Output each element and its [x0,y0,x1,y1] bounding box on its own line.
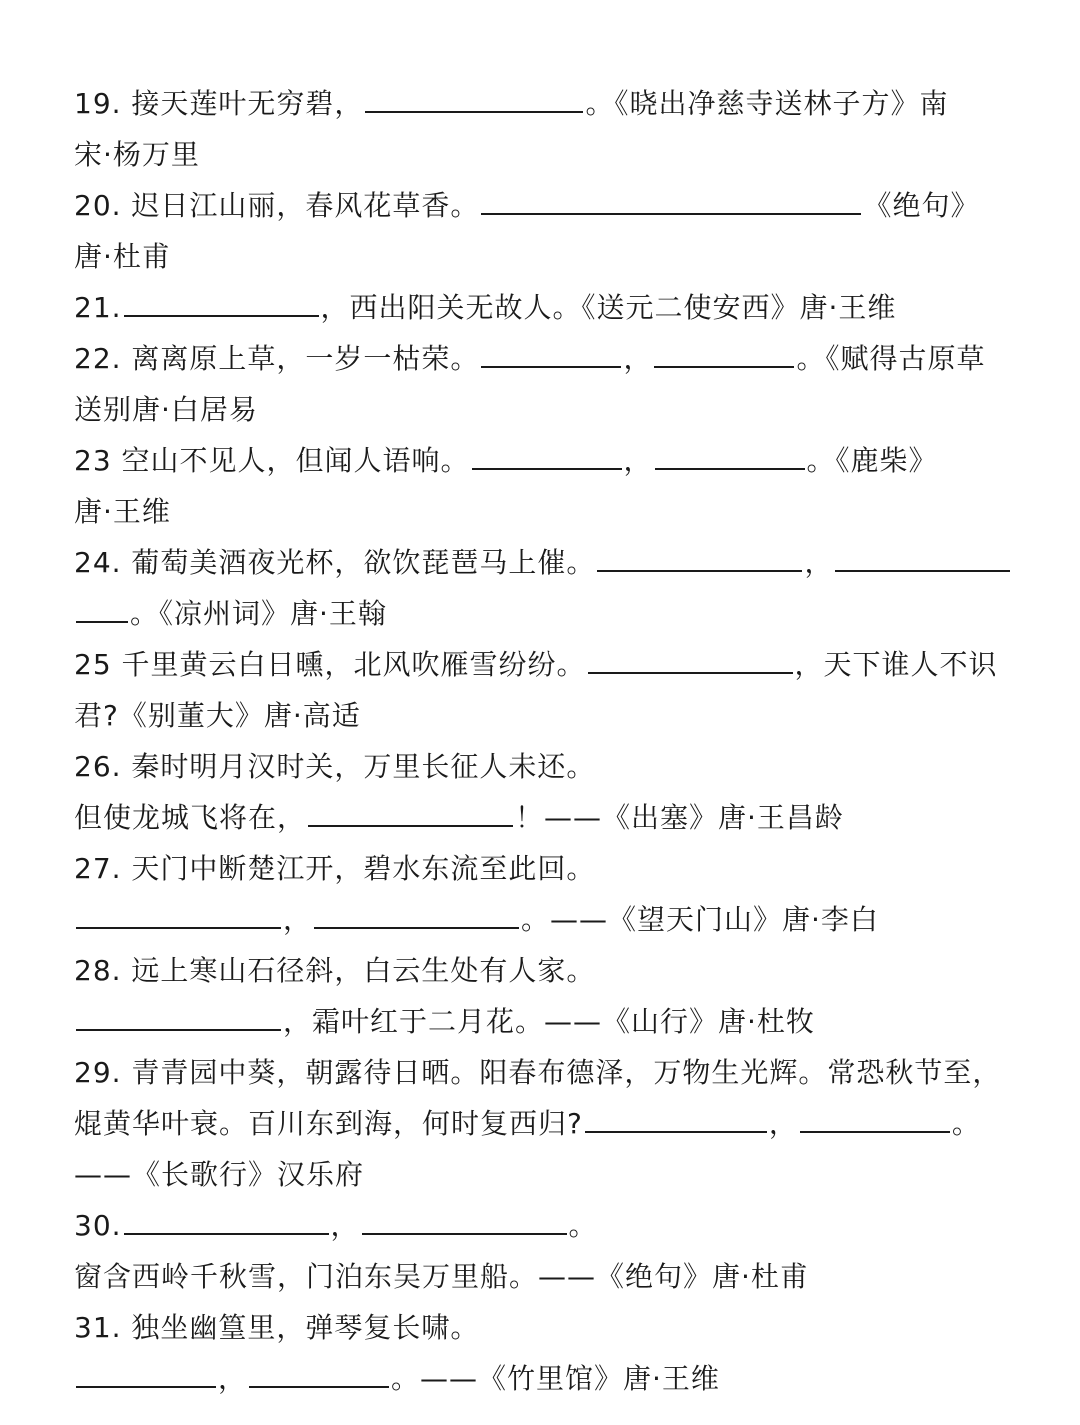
line-28-cont [74,996,1014,1047]
text: 31. 独坐幽篁里，弹琴复长啸。 [74,1311,480,1344]
answer-blank-continued[interactable] [76,601,128,623]
text: 23 空山不见人，但闻人语响。 [74,444,470,477]
text: ， [283,903,313,936]
answer-blank[interactable] [124,295,319,317]
text: 29. 青青园中葵，朝露待日晒。阳春布德泽，万物生光辉。常恐秋节至， [74,1056,1002,1089]
answer-blank[interactable] [835,550,1010,572]
text: ，天下谁人不识 [794,648,998,681]
text: ， [804,546,834,579]
answer-blank[interactable] [308,805,513,827]
answer-blank[interactable] [76,1009,281,1031]
line-29-source [74,1149,1014,1200]
text: ！——《出塞》唐·王昌龄 [515,801,844,834]
line-31 [74,1302,1014,1353]
text: 《绝句》 [863,189,980,222]
line-25-cont [74,690,1014,741]
text: 。——《竹里馆》唐·王维 [391,1362,720,1395]
text: 唐·王维 [74,495,171,528]
text: 27. 天门中断楚江开，碧水东流至此回。 [74,852,596,885]
answer-blank[interactable] [365,91,583,113]
line-28 [74,945,1014,996]
text: 送别唐·白居易 [74,393,258,426]
answer-blank[interactable] [76,1366,216,1388]
text: 22. 离离原上草，一岁一枯荣。 [74,342,480,375]
line-31-cont [74,1353,1014,1404]
poem-fill-in-worksheet [74,78,1014,1404]
line-26 [74,741,1014,792]
line-22 [74,333,1014,384]
line-20-cont [74,231,1014,282]
answer-blank[interactable] [472,448,622,470]
answer-blank[interactable] [588,652,793,674]
line-24-cont [74,588,1014,639]
answer-blank[interactable] [249,1366,389,1388]
line-29 [74,1047,1014,1098]
text: ， [330,1209,360,1242]
answer-blank[interactable] [362,1213,567,1235]
text: 25 千里黄云白日曛，北风吹雁雪纷纷。 [74,648,586,681]
text: 窗含西岭千秋雪，门泊东吴万里船。——《绝句》唐·杜甫 [74,1260,809,1293]
text: 。——《望天门山》唐·李白 [521,903,879,936]
text: 20. 迟日江山丽，春风花草香。 [74,189,480,222]
text: ， [218,1362,248,1395]
text: 君?《别董大》唐·高适 [74,699,361,732]
line-24 [74,537,1014,588]
text: ，霜叶红于二月花。——《山行》唐·杜牧 [283,1005,815,1038]
line-21 [74,282,1014,333]
answer-blank[interactable] [654,346,794,368]
line-19 [74,78,1014,129]
text: 但使龙城飞将在， [74,801,307,834]
text: ——《长歌行》汉乐府 [74,1158,365,1191]
line-23-cont [74,486,1014,537]
answer-blank[interactable] [481,193,861,215]
text: 焜黄华叶衰。百川东到海，何时复西归? [74,1107,583,1140]
line-27 [74,843,1014,894]
text: ， [768,1107,798,1140]
text: 24. 葡萄美酒夜光杯，欲饮琵琶马上催。 [74,546,596,579]
text: 30. [74,1209,122,1242]
line-30 [74,1200,1014,1251]
text: 。《凉州词》唐·王翰 [130,597,387,630]
text: 21. [74,291,122,324]
line-29-cont [74,1098,1014,1149]
text: 宋·杨万里 [74,138,200,171]
answer-blank[interactable] [585,1111,767,1133]
text: 28. 远上寒山石径斜，白云生处有人家。 [74,954,596,987]
line-30-cont [74,1251,1014,1302]
answer-blank[interactable] [314,907,519,929]
line-27-cont [74,894,1014,945]
line-26-cont [74,792,1014,843]
text: 。《赋得古原草 [796,342,986,375]
answer-blank[interactable] [597,550,802,572]
line-20 [74,180,1014,231]
text: ， [623,444,653,477]
text: 26. 秦时明月汉时关，万里长征人未还。 [74,750,596,783]
line-22-cont [74,384,1014,435]
line-23 [74,435,1014,486]
text: 。 [568,1209,598,1242]
answer-blank[interactable] [800,1111,950,1133]
text: ， [623,342,653,375]
answer-blank[interactable] [655,448,805,470]
text: 19. 接天莲叶无穷碧， [74,87,364,120]
text: 。 [951,1107,981,1140]
text: ，西出阳关无故人。《送元二使安西》唐·王维 [320,291,897,324]
text: 。《鹿柴》 [806,444,938,477]
line-19-cont [74,129,1014,180]
text: 。《晓出净慈寺送林子方》南 [585,87,949,120]
line-25 [74,639,1014,690]
answer-blank[interactable] [76,907,281,929]
answer-blank[interactable] [481,346,621,368]
answer-blank[interactable] [124,1213,329,1235]
text: 唐·杜甫 [74,240,171,273]
